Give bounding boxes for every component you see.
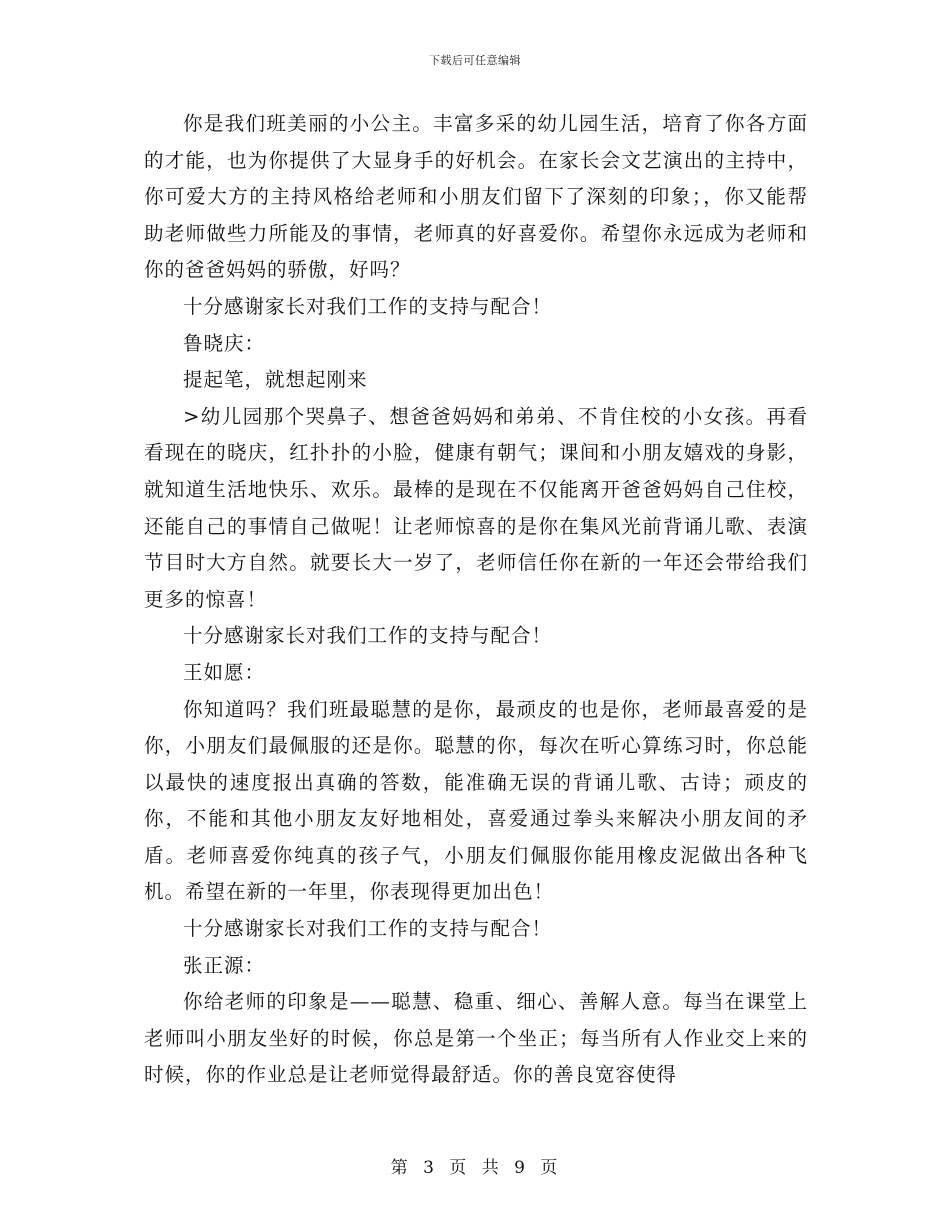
student-name-heading: 鲁晓庆：	[183, 331, 266, 355]
paragraph: >幼儿园那个哭鼻子、想爸爸妈妈和弟弟、不肯住校的小女孩。再看看现在的晓庆，红扑扑的小脸，健康有朝气；课间和小朋友嬉戏的身影，就知道生活地快乐、欢乐。最棒的是现在不仅能离开爸爸妈妈自己住校，还能自己的事情自己做呢！让老师惊喜的是你在集风光前背诵儿歌、表演节目时大方自然。就要长大一岁了，老师信任你在新的一年还会带给我们更多的惊喜！	[144, 404, 808, 611]
page-number-footer: 第 3 页 共 9 页	[390, 1158, 560, 1178]
paragraph: 你是我们班美丽的小公主。丰富多采的幼儿园生活，培育了你各方面的才能，也为你提供了大显身手的好机会。在家长会文艺演出的主持中，你可爱大方的主持风格给老师和小朋友们留下了深刻的印象；，你又能帮助老师做些力所能及的事情，老师真的好喜爱你。希望你永远成为老师和你的爸爸妈妈的骄傲，好吗？	[144, 112, 808, 282]
document-body	[144, 106, 808, 1094]
paragraph: 十分感谢家长对我们工作的支持与配合！	[183, 294, 553, 318]
student-name-heading: 张正源：	[183, 953, 266, 977]
paragraph: 提起笔，就想起刚来	[183, 368, 368, 392]
student-name-heading: 王如愿：	[183, 660, 266, 684]
paragraph: 你知道吗？我们班最聪慧的是你，最顽皮的也是你，老师最喜爱的是你，小朋友们最佩服的还是你。聪慧的你，每次在听心算练习时，你总能以最快的速度报出真确的答数，能准确无误的背诵儿歌、古诗；顽皮的你，不能和其他小朋友友好地相处，喜爱通过拳头来解决小朋友间的矛盾。老师喜爱你纯真的孩子气，小朋友们佩服你能用橡皮泥做出各种飞机。希望在新的一年里，你表现得更加出色！	[144, 697, 808, 904]
paragraph: 你给老师的印象是——聪慧、稳重、细心、善解人意。每当在课堂上老师叫小朋友坐好的时候，你总是第一个坐正；每当所有人作业交上来的时候，你的作业总是让老师觉得最舒适。你的善良宽容使得	[144, 990, 808, 1087]
page-header: 下载后可任意编辑	[429, 54, 521, 67]
paragraph: 十分感谢家长对我们工作的支持与配合！	[183, 917, 553, 941]
paragraph: 十分感谢家长对我们工作的支持与配合！	[183, 624, 553, 648]
